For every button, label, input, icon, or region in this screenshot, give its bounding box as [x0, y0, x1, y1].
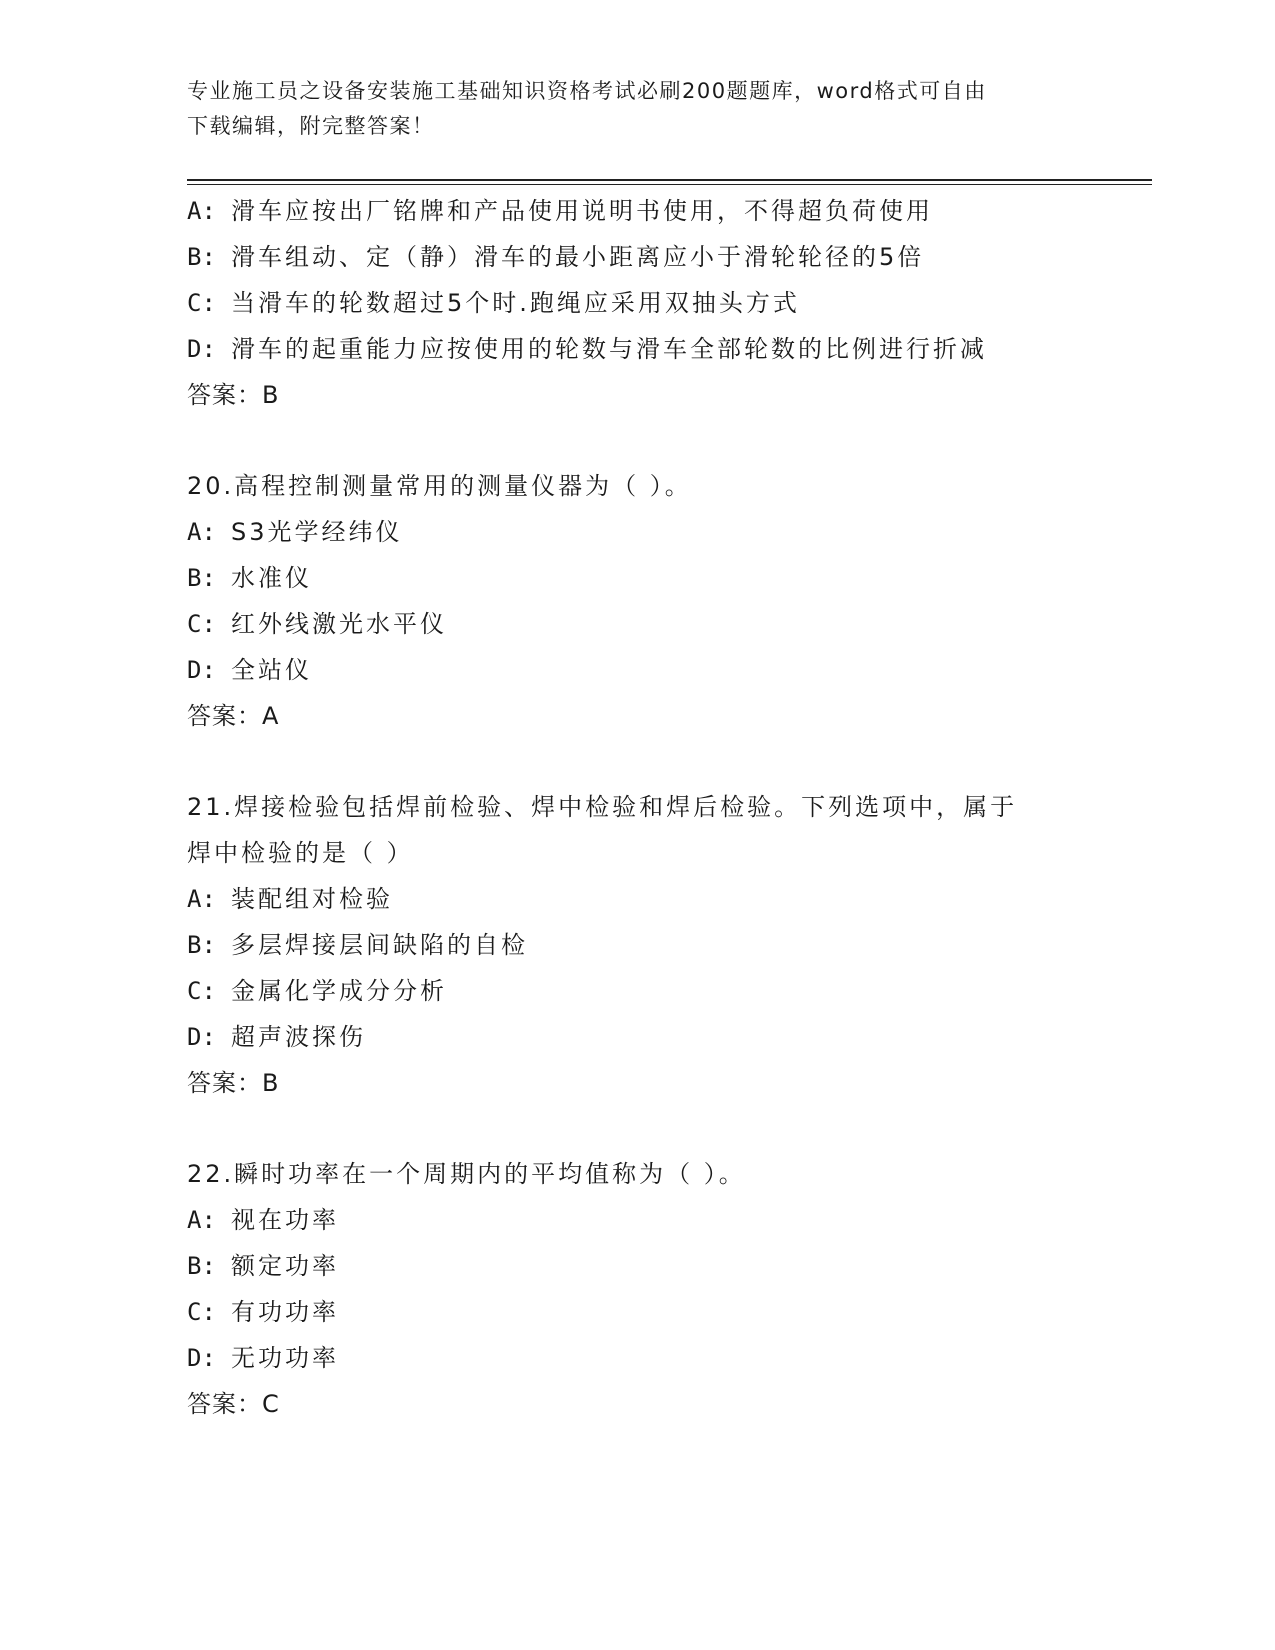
option-d: D: 无功功率 [187, 1344, 339, 1372]
option-b: B: 多层焊接层间缺陷的自检 [187, 931, 528, 959]
answer: 答案：B [187, 381, 280, 409]
question-list [187, 188, 1147, 1427]
option-c: C: 红外线激光水平仪 [187, 610, 447, 638]
question-20 [187, 463, 1147, 739]
question-stem: 22.瞬时功率在一个周期内的平均值称为（ ）。 [187, 1160, 746, 1188]
option-c: C: 金属化学成分分析 [187, 977, 447, 1005]
header-divider-thick [187, 179, 1152, 181]
option-a: A: S3光学经纬仪 [187, 518, 403, 546]
option-b: B: 水准仪 [187, 564, 312, 592]
answer: 答案：A [187, 702, 280, 730]
option-d: D: 超声波探伤 [187, 1023, 366, 1051]
question-19 [187, 188, 1147, 418]
option-a: A: 滑车应按出厂铭牌和产品使用说明书使用，不得超负荷使用 [187, 197, 933, 225]
question-stem [187, 784, 1087, 876]
option-a: A: 装配组对检验 [187, 885, 393, 913]
option-c: C: 当滑车的轮数超过5个时.跑绳应采用双抽头方式 [187, 289, 800, 317]
header-line-2: 下载编辑，附完整答案！ [187, 114, 435, 138]
option-c: C: 有功功率 [187, 1298, 339, 1326]
option-d: D: 全站仪 [187, 656, 312, 684]
answer: 答案：C [187, 1390, 280, 1418]
question-stem-line-2: 焊中检验的是（ ） [187, 839, 414, 867]
document-header [187, 74, 1067, 144]
option-a: A: 视在功率 [187, 1206, 339, 1234]
question-stem-line-1: 21.焊接检验包括焊前检验、焊中检验和焊后检验。下列选项中，属于 [187, 793, 1018, 821]
spacer [187, 739, 1147, 784]
header-divider-thin [187, 184, 1152, 185]
question-21 [187, 784, 1147, 1106]
option-d: D: 滑车的起重能力应按使用的轮数与滑车全部轮数的比例进行折减 [187, 335, 987, 363]
spacer [187, 418, 1147, 463]
spacer [187, 1106, 1147, 1151]
option-b: B: 滑车组动、定（静）滑车的最小距离应小于滑轮轮径的5倍 [187, 243, 925, 271]
answer: 答案：B [187, 1069, 280, 1097]
header-line-1: 专业施工员之设备安装施工基础知识资格考试必刷200题题库，word格式可自由 [187, 79, 987, 103]
question-22 [187, 1151, 1147, 1427]
question-stem: 20.高程控制测量常用的测量仪器为（ ）。 [187, 472, 692, 500]
option-b: B: 额定功率 [187, 1252, 339, 1280]
